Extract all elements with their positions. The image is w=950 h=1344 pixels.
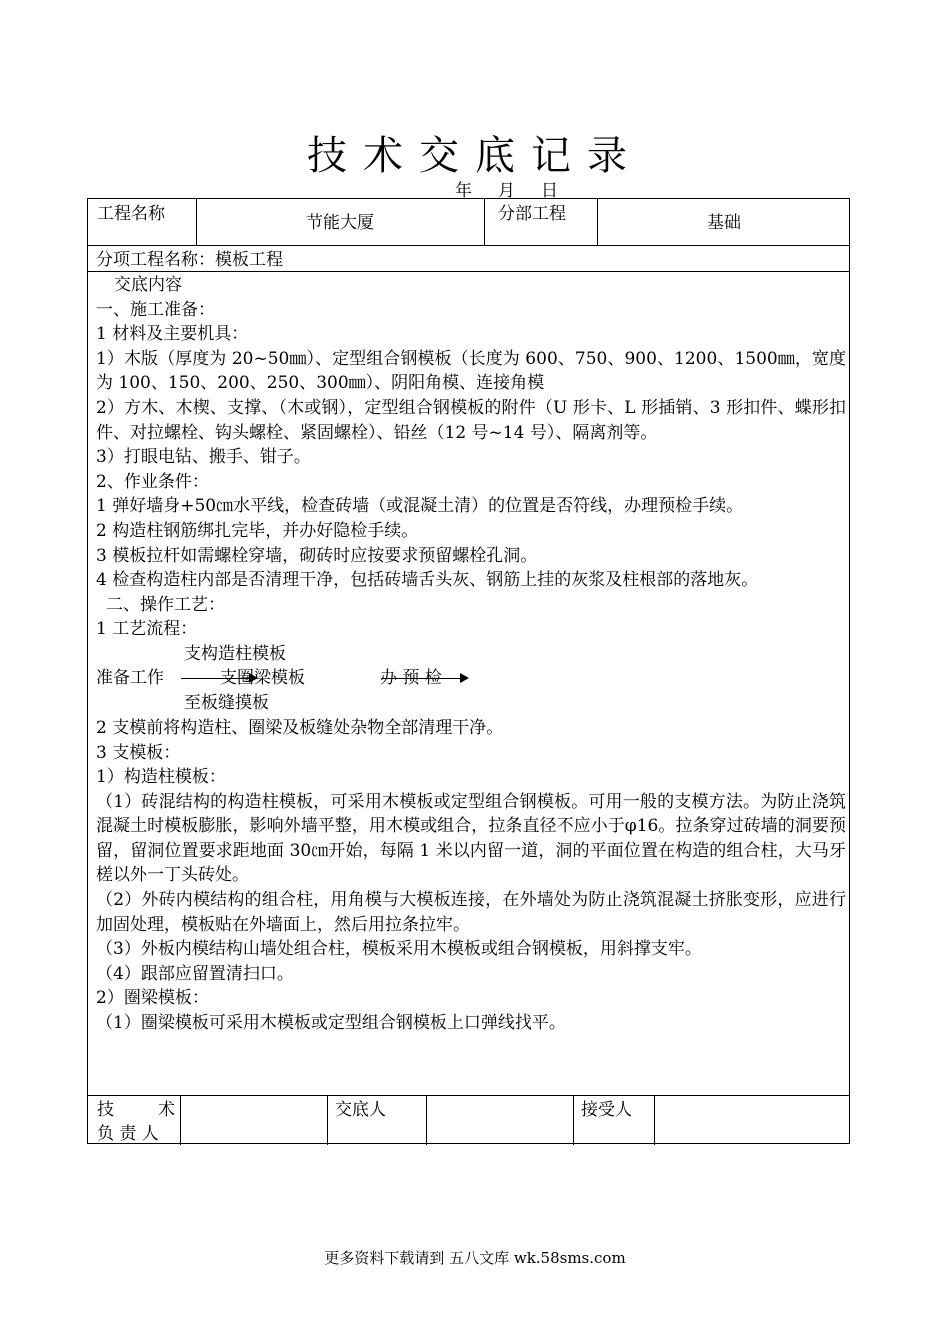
flow-step-top: 支构造柱模板 (184, 643, 286, 664)
content-line: （1）圈梁模板可采用木模板或定型组合钢模板上口弹线找平。 (96, 1013, 566, 1034)
col-divider (484, 199, 485, 245)
date-month: 月 (498, 181, 515, 201)
division-label: 分部工程 (498, 204, 566, 224)
content-line: 一、施工准备： (96, 299, 215, 320)
content-line: （4）跟部应留置清扫口。 (96, 963, 294, 984)
content-line: 1 材料及主要机具： (96, 324, 249, 345)
receiver-label: 接受人 (581, 1100, 632, 1120)
division-value: 基础 (707, 213, 741, 233)
content-line: 二、操作工艺： (106, 594, 225, 615)
flow-step-middle: 支圈梁模板 (220, 667, 305, 688)
content-paragraph: （1）砖混结构的构造柱模板，可采用木模板或定型组合钢模板。可用一般的支模方法。为防止浇筑混凝土时模板膨胀，影响外墙平整，用木模或组合，拉条直径不应小于φ16。拉条穿过砖墙的洞要预留，留洞位置要求距地面 30㎝开始，每隔 1 米以内留一道，洞的平面位置在构造的组合柱，大马牙槎以外一丁头砖处。 (96, 791, 846, 886)
row-divider (88, 1095, 849, 1096)
record-table (87, 198, 850, 1144)
col-divider (327, 1095, 328, 1145)
content-heading: 交底内容 (114, 275, 182, 295)
date-year: 年 (455, 181, 472, 201)
tech-label-a: 技 (97, 1100, 114, 1120)
flow-step-start: 准备工作 (96, 667, 164, 688)
content-line: 1 弹好墙身+50㎝水平线，检查砖墙（或混凝土清）的位置是否符线，办理预检手续。 (96, 496, 744, 517)
flow-arrow-line (382, 678, 462, 679)
flow-step-bottom: 至板缝摸板 (184, 692, 269, 713)
handover-person-label: 交底人 (335, 1100, 386, 1120)
content-line: 4 检查构造柱内部是否清理干净，包括砖墙舌头灰、钢筋上挂的灰浆及柱根部的落地灰。 (96, 570, 759, 591)
col-divider (426, 1095, 427, 1145)
page-title: 技术交底记录 (307, 133, 643, 179)
footer-link: 更多资料下载请到 五八文库 wk.58sms.com (324, 1249, 626, 1267)
tech-label-b: 术 (158, 1100, 175, 1120)
flow-arrow-line (181, 678, 251, 679)
content-paragraph: （2）外砖内模结构的组合柱，用角模与大模板连接，在外墙处为防止浇筑混凝土挤胀变形，应进行加固处理，模板贴在外墙面上，然后用拉条拉牢。 (96, 890, 846, 935)
content-paragraph: 1）木版（厚度为 20~50㎜）、定型组合钢模板（长度为 600、750、900、1200、1500㎜，宽度为 100、150、200、250、300㎜）、阴阳角模、连接角模 (96, 348, 846, 394)
col-divider (180, 1095, 181, 1145)
date-day: 日 (541, 181, 558, 201)
project-name-value: 节能大厦 (306, 213, 374, 233)
flow-arrow-icon (460, 673, 469, 683)
subitem-name: 分项工程名称：模板工程 (96, 250, 283, 270)
content-line: 2 支模前将构造柱、圈梁及板缝处杂物全部清理干净。 (96, 717, 504, 738)
col-divider (654, 1095, 655, 1145)
row-divider (88, 245, 849, 246)
content-line: 3 支模板： (96, 742, 181, 763)
process-flow (96, 642, 846, 716)
handover-content (96, 273, 846, 1036)
content-line: 2、作业条件： (96, 471, 209, 492)
content-line: 1 工艺流程： (96, 619, 198, 640)
content-line: 3 模板拉杆如需螺栓穿墙，砌砖时应按要求预留螺栓孔洞。 (96, 545, 538, 566)
content-line: 2）圈梁模板： (96, 988, 209, 1009)
flow-step-end: 办 预 检 (380, 667, 442, 688)
content-line: 3）打眼电钻、搬手、钳子。 (96, 447, 311, 468)
content-line: 2 构造柱钢筋绑扎完毕，并办好隐检手续。 (96, 520, 419, 541)
col-divider (573, 1095, 574, 1145)
project-name-label: 工程名称 (97, 204, 165, 224)
flow-arrow-icon (249, 673, 258, 683)
content-line: 1）构造柱模板： (96, 767, 226, 788)
content-paragraph: 2）方木、木楔、支撑、（木或钢），定型组合钢模板的附件（U 形卡、L 形插销、3 形扣件、蝶形扣件、对拉螺栓、钩头螺栓、紧固螺栓）、铅丝（12 号~14 号）、隔离剂等。 (96, 397, 846, 443)
content-line: （3）外板内模结构山墙处组合柱，模板采用木模板或组合钢模板，用斜撑支牢。 (96, 939, 702, 960)
tech-label-c: 负 责 人 (97, 1124, 159, 1144)
